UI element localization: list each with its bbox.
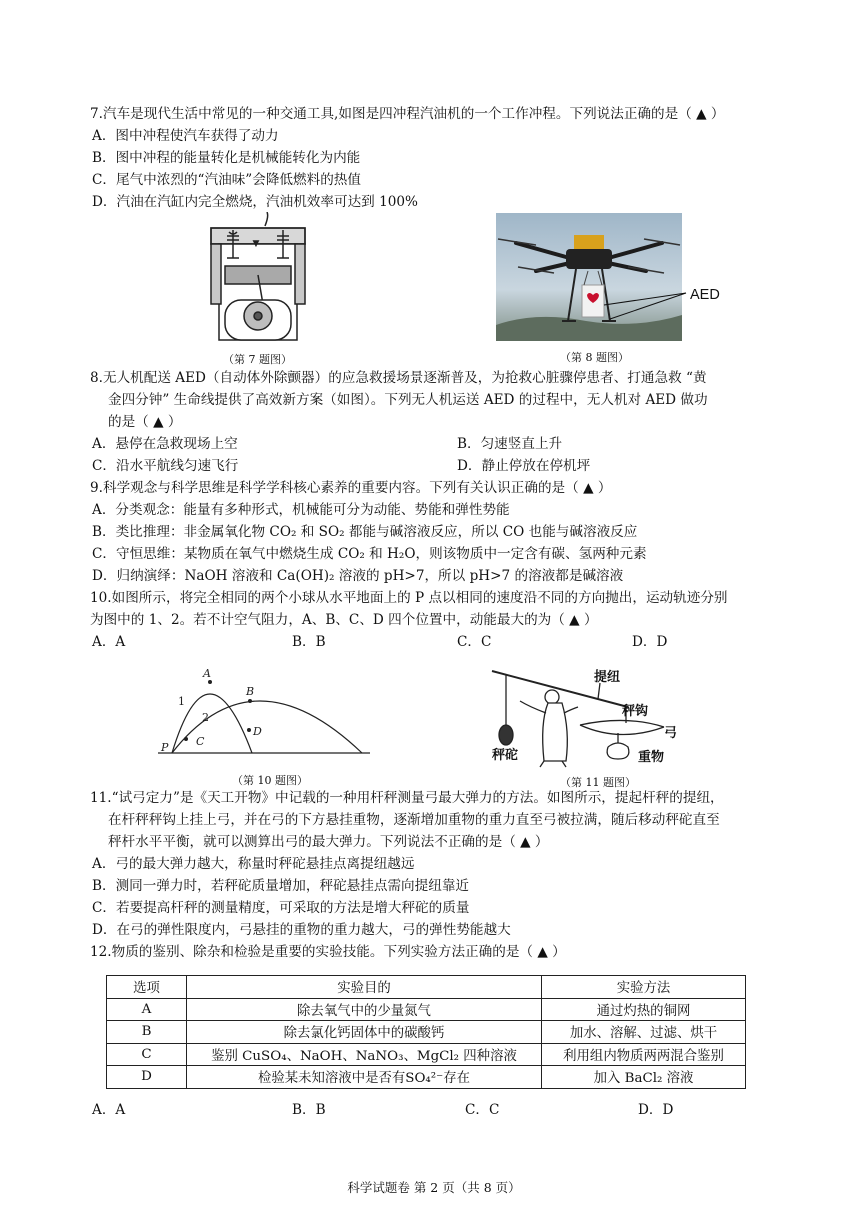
q11-stem-line1: 11.“试弓定力”是《天工开物》中记载的一种用杆秤测量弓最大弹力的方法。如图所示，提起杆秤的提纽， — [90, 790, 724, 806]
q9-option-a: A．分类观念：能量有多种形式，机械能可分为动能、势能和弹性势能 — [92, 502, 510, 518]
q11-stem-line2: 在杆秤秤钩上挂上弓，并在弓的下方悬挂重物，逐渐增加重物的重力直至弓被拉满，随后移动秤砣直至 — [108, 812, 720, 828]
q11-option-c: C．若要提高杆秤的测量精度，可采取的方法是增大秤砣的质量 — [92, 900, 470, 916]
q7-option-b: B．图中冲程的能量转化是机械能转化为内能 — [92, 150, 361, 166]
q7-option-d: D．汽油在汽缸内完全燃烧，汽油机效率可达到 100% — [92, 194, 418, 210]
table-row — [107, 1066, 746, 1089]
q11-option-a: A．弓的最大弹力越大，称量时秤砣悬挂点离提纽越远 — [92, 856, 415, 872]
point-a — [208, 680, 212, 684]
q11-option-d: D．在弓的弹性限度内，弓悬挂的重物的重力越大，弓的弹性势能越大 — [92, 922, 511, 938]
q8-option-a: A．悬停在急救现场上空 — [92, 436, 238, 452]
table-cell: 鉴别 CuSO₄、NaOH、NaNO₃、MgCl₂ 四种溶液 — [187, 1043, 542, 1066]
q12-option-c: C．C — [465, 1102, 500, 1118]
q10-stem-line2: 为图中的 1、2。若不计空气阻力，A、B、C、D 四个位置中，动能最大的为（ ▲ ） — [90, 612, 598, 628]
table-cell: B — [107, 1021, 187, 1044]
q10-figure-caption: （第 10 题图） — [232, 774, 308, 787]
engine-cylinder-figure — [203, 212, 313, 344]
q10-option-d: D．D — [632, 634, 668, 650]
aed-pointer-lines — [600, 285, 690, 325]
q8-stem-line2: 金四分钟” 生命线提供了高效新方案（如图）。下列无人机运送 AED 的过程中，无人机对 AED 做功 — [108, 392, 708, 408]
q7-stem: 7.汽车是现代生活中常见的一种交通工具,如图是四冲程汽油机的一个工作冲程。下列说法正确的是（ ▲ ） — [90, 106, 725, 122]
table-cell: 加水、溶解、过滤、烘干 — [542, 1021, 746, 1044]
label-chengtuo: 秤砣 — [492, 748, 519, 763]
q9-option-b: B．类比推理：非金属氧化物 CO₂ 和 SO₂ 都能与碱溶液反应，所以 CO 也能与碱溶液反应 — [92, 524, 638, 540]
point-b — [248, 699, 252, 703]
q9-option-d: D．归纳演绎：NaOH 溶液和 Ca(OH)₂ 溶液的 pH>7，所以 pH>7 的溶液都是碱溶液 — [92, 568, 624, 584]
svg-text:▼: ▼ — [252, 239, 260, 249]
table-header: 选项 — [107, 976, 187, 999]
experiment-table — [106, 975, 746, 1089]
q11-stem-line3: 秤杆水平平衡，就可以测算出弓的最大弹力。下列说法不正确的是（ ▲ ） — [108, 834, 549, 850]
label-trajectory-2: 2 — [202, 711, 209, 724]
table-header: 实验方法 — [542, 976, 746, 999]
label-chenggou: 秤钩 — [622, 704, 649, 719]
q7-option-c: C．尾气中浓烈的“汽油味”会降低燃料的热值 — [92, 172, 361, 188]
q8-option-c: C．沿水平航线匀速飞行 — [92, 458, 239, 474]
q10-option-c: C．C — [457, 634, 492, 650]
table-row — [107, 1043, 746, 1066]
q10-stem-line1: 10.如图所示，将完全相同的两个小球从水平地面上的 P 点以相同的速度沿不同的方向抛出，运动轨迹分别 — [90, 590, 728, 606]
q12-option-b: B．B — [292, 1102, 326, 1118]
label-trajectory-1: 1 — [178, 695, 185, 708]
q7-figure-caption: （第 7 题图） — [223, 353, 292, 366]
q12-option-d: D．D — [638, 1102, 674, 1118]
table-row — [107, 998, 746, 1021]
label-tiniu: 提纽 — [594, 670, 621, 685]
q9-option-c: C．守恒思维：某物质在氧气中燃烧生成 CO₂ 和 H₂O，则该物质中一定含有碳、氢两种元素 — [92, 546, 647, 562]
table-cell: 除去氯化钙固体中的碳酸钙 — [187, 1021, 542, 1044]
q12-option-a: A．A — [92, 1102, 126, 1118]
q9-stem: 9.科学观念与科学思维是科学学科核心素养的重要内容。下列有关认识正确的是（ ▲ ） — [90, 480, 612, 496]
q7-option-a: A．图中冲程使汽车获得了动力 — [92, 128, 279, 144]
steelyard-figure — [488, 663, 678, 769]
label-gong: 弓 — [664, 726, 678, 741]
label-p: P — [161, 741, 169, 754]
table-header: 实验目的 — [187, 976, 542, 999]
point-d — [247, 728, 251, 732]
table-cell: 通过灼热的铜网 — [542, 998, 746, 1021]
q12-stem: 12.物质的鉴别、除杂和检验是重要的实验技能。下列实验方法正确的是（ ▲ ） — [90, 944, 566, 960]
label-d: D — [253, 725, 262, 738]
q10-option-b: B．B — [292, 634, 326, 650]
label-zhongwu: 重物 — [638, 750, 665, 765]
q8-stem-line1: 8.无人机配送 AED（自动体外除颤器）的应急救援场景逐渐普及，为抢救心脏骤停患者、打通急救 “黄 — [90, 370, 707, 386]
q8-stem-line3: 的是（ ▲ ） — [108, 414, 182, 430]
table-cell: C — [107, 1043, 187, 1066]
table-cell: 利用组内物质两两混合鉴别 — [542, 1043, 746, 1066]
table-row — [107, 1021, 746, 1044]
label-b: B — [246, 685, 255, 698]
page-footer: 科学试题卷 第 2 页（共 8 页） — [347, 1180, 521, 1195]
table-header-row — [107, 976, 746, 999]
q11-option-b: B．测同一弹力时，若秤砣质量增加，秤砣悬挂点需向提纽靠近 — [92, 878, 470, 894]
table-cell: 除去氧气中的少量氮气 — [187, 998, 542, 1021]
label-c: C — [196, 735, 205, 748]
aed-label: AED — [690, 287, 720, 303]
table-cell: 加入 BaCl₂ 溶液 — [542, 1066, 746, 1089]
q11-figure-caption: （第 11 题图） — [560, 776, 636, 789]
label-a: A — [203, 667, 211, 680]
q8-figure-caption: （第 8 题图） — [560, 351, 629, 364]
q8-option-b: B．匀速竖直上升 — [457, 436, 563, 452]
table-cell: A — [107, 998, 187, 1021]
q10-option-a: A．A — [92, 634, 126, 650]
point-c — [184, 737, 188, 741]
trajectory-figure — [150, 665, 375, 761]
table-cell: 检验某未知溶液中是否有SO₄²⁻存在 — [187, 1066, 542, 1089]
q8-option-d: D．静止停放在停机坪 — [457, 458, 591, 474]
table-cell: D — [107, 1066, 187, 1089]
